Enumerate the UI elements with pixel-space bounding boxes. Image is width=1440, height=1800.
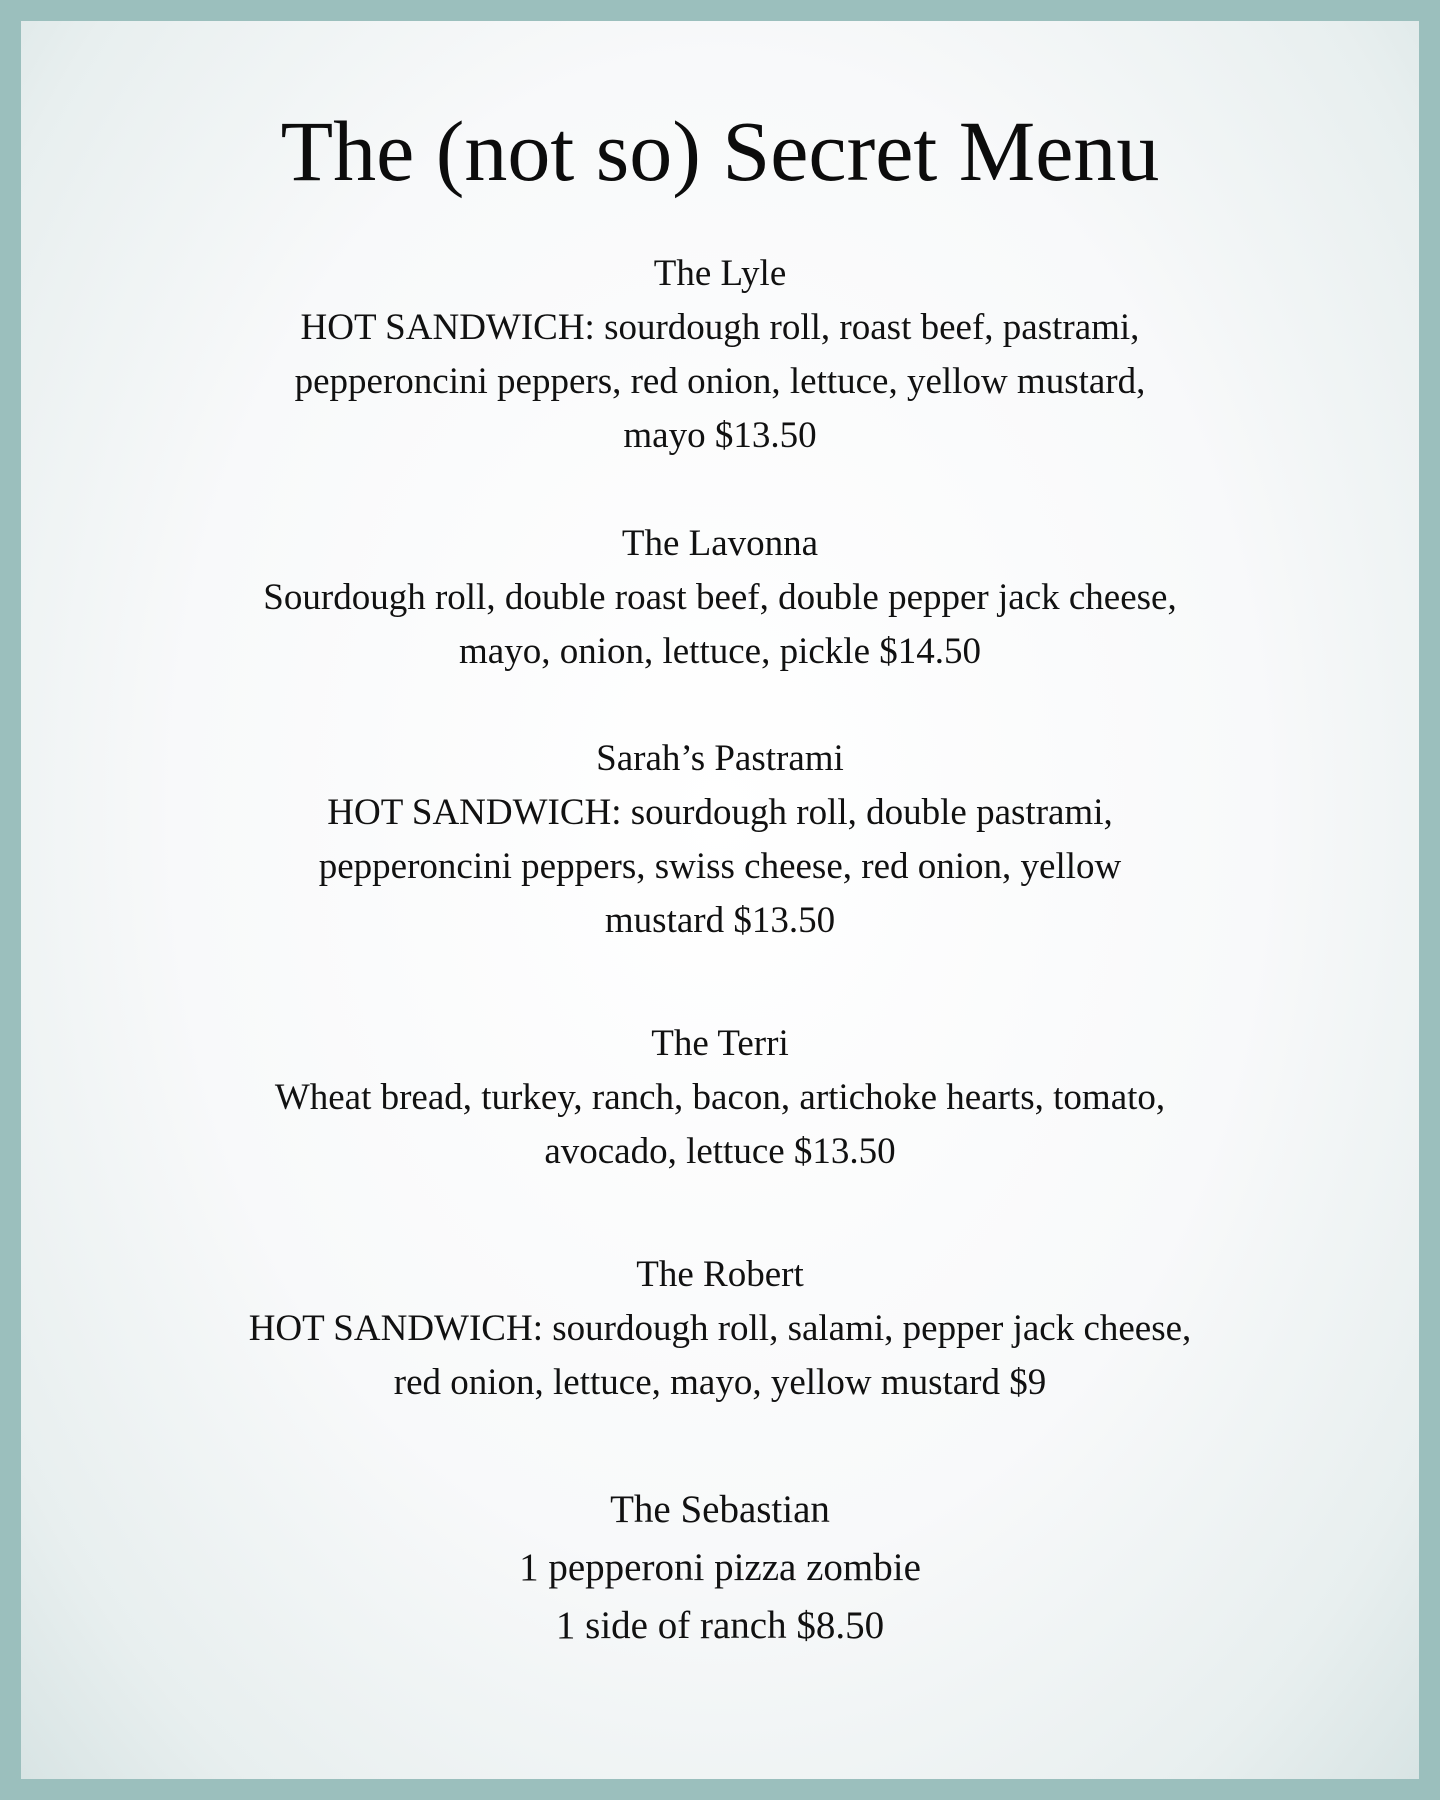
item-name: The Sebastian (610, 1488, 830, 1531)
item-name: The Lavonna (621, 523, 819, 564)
item-description-line: HOT SANDWICH: sourdough roll, salami, pepper jack cheese, (248, 1308, 1192, 1349)
menu-item-lavonna (121, 517, 1319, 679)
item-description-line: mayo $13.50 (623, 415, 817, 456)
menu-item-sarahs-pastrami (121, 732, 1319, 948)
item-name: Sarah’s Pastrami (596, 738, 844, 779)
item-description-line: pepperoncini peppers, red onion, lettuce, yellow mustard, (294, 361, 1146, 402)
menu-title: The (not so) Secret Menu (280, 103, 1160, 199)
item-description-line: avocado, lettuce $13.50 (544, 1131, 896, 1172)
item-description-line: mustard $13.50 (604, 900, 836, 941)
menu-item-robert (121, 1248, 1319, 1410)
item-description-line: Sourdough roll, double roast beef, double pepper jack cheese, (263, 577, 1177, 618)
item-name: The Robert (636, 1254, 804, 1295)
item-description-line: red onion, lettuce, mayo, yellow mustard $9 (393, 1362, 1047, 1403)
item-description-line: pepperoncini peppers, swiss cheese, red onion, yellow (318, 846, 1122, 887)
item-description-line: HOT SANDWICH: sourdough roll, double pastrami, (327, 792, 1113, 833)
menu-item-sebastian (121, 1481, 1319, 1655)
item-description-line: 1 side of ranch $8.50 (555, 1604, 885, 1647)
item-description-line: 1 pepperoni pizza zombie (519, 1546, 921, 1589)
item-description-line: Wheat bread, turkey, ranch, bacon, artichoke hearts, tomato, (274, 1077, 1166, 1118)
item-name: The Lyle (653, 253, 787, 294)
menu-paper (21, 21, 1419, 1779)
item-name: The Terri (651, 1023, 789, 1064)
menu-item-terri (121, 1017, 1319, 1179)
item-description-line: HOT SANDWICH: sourdough roll, roast beef, pastrami, (300, 307, 1140, 348)
item-description-line: mayo, onion, lettuce, pickle $14.50 (459, 631, 981, 672)
menu-item-lyle (121, 247, 1319, 463)
